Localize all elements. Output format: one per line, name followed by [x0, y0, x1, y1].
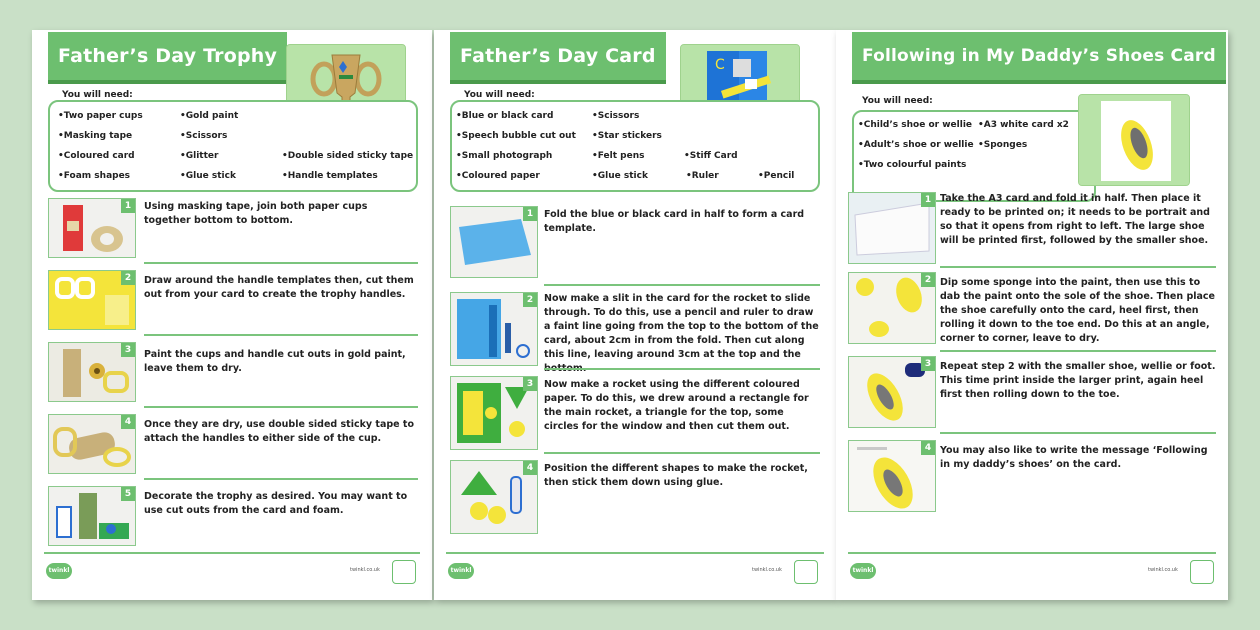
step-1-photo [48, 198, 136, 258]
step-number: 4 [523, 461, 537, 475]
needs-label: You will need: [862, 96, 933, 106]
page-title: Following in My Daddy’s Shoes Card [852, 32, 1226, 80]
step-divider [544, 368, 820, 370]
footer-divider [44, 552, 420, 554]
needs-label: You will need: [464, 90, 535, 100]
need-item: •Glue stick [180, 171, 236, 181]
need-item: •Ruler [686, 171, 719, 181]
step-number: 2 [523, 293, 537, 307]
page-daddys-shoes-card [836, 30, 1228, 600]
step-number: 3 [523, 377, 537, 391]
step-4-photo [848, 440, 936, 512]
twinkl-logo: twinkl [448, 563, 474, 579]
need-item: •Masking tape [58, 131, 133, 141]
step-number: 1 [121, 199, 135, 213]
badge-icon [794, 560, 818, 584]
step-1-text: Take the A3 card and fold it in half. Then place it ready to be printed on; it needs to be portrait and so that it opens from right to left. The large shoe will be printed first, followed by the smaller shoe. [940, 193, 1210, 246]
need-item: •Speech bubble cut out [456, 131, 576, 141]
step-number: 5 [121, 487, 135, 501]
need-item: •Adult’s shoe or wellie [858, 140, 974, 150]
step-divider [940, 266, 1216, 268]
footer-url: twinkl.co.uk [350, 567, 380, 573]
step-divider [940, 350, 1216, 352]
step-number: 2 [921, 273, 935, 287]
badge-icon [392, 560, 416, 584]
step-2-text: Now make a slit in the card for the rocket to slide through. To do this, use a pencil and ruler to draw a faint line going from the top to the bottom of the card, about 2cm in from the fold. Then cut along this line, leaving around 3cm at the top and the [544, 293, 819, 360]
footer-url: twinkl.co.uk [1148, 567, 1178, 573]
step-divider [144, 406, 418, 408]
need-item: •Glue stick [592, 171, 648, 181]
need-item: •Two paper cups [58, 111, 143, 121]
page-title: Father’s Day Trophy [48, 32, 287, 80]
need-item: •Child’s shoe or wellie [858, 120, 973, 130]
step-divider [544, 284, 820, 286]
step-3-text: Paint the cups and handle cut outs in gold paint, leave them to dry. [144, 349, 406, 374]
step-3-text: Now make a rocket using the different coloured paper. To do this, we drew around a rectangle for the main rocket, a triangle for the top, some circles for the window and then cut them out. [544, 379, 809, 432]
step-3-photo [450, 376, 538, 450]
shoes-card-photo [1078, 94, 1190, 186]
step-1-text: Using masking tape, join both paper cups together bottom to bottom. [144, 201, 368, 226]
need-item: •Pencil [758, 171, 795, 181]
step-divider [144, 478, 418, 480]
step-number: 1 [921, 193, 935, 207]
step-number: 4 [121, 415, 135, 429]
need-item: •Coloured card [58, 151, 135, 161]
need-item: •A3 white card x2 [978, 120, 1069, 130]
need-item: •Scissors [592, 111, 640, 121]
step-1-photo [450, 206, 538, 278]
need-item: •Scissors [180, 131, 228, 141]
need-item: •Foam shapes [58, 171, 131, 181]
step-4-text: Once they are dry, use double sided sticky tape to attach the handles to either side of the cup. [144, 419, 414, 444]
need-item: •Stiff Card [684, 151, 738, 161]
step-2-text: Dip some sponge into the paint, then use this to dab the paint onto the sole of the shoe. Then place the shoe carefully onto the card, heel first, then rolling it down to the toe end. Do this at an angle, corner to corner, leave to dry. [940, 277, 1215, 344]
step-4-photo [48, 414, 136, 474]
need-item: •Small photograph [456, 151, 553, 161]
step-5-text: Decorate the trophy as desired. You may want to use cut outs from the card and foam. [144, 491, 408, 516]
step-4-photo [450, 460, 538, 534]
step-number: 1 [523, 207, 537, 221]
badge-icon [1190, 560, 1214, 584]
need-item: •Handle templates [282, 171, 378, 181]
twinkl-logo: twinkl [46, 563, 72, 579]
footer-divider [848, 552, 1216, 554]
page-fathers-day-card [434, 30, 836, 600]
footer-divider [446, 552, 824, 554]
step-4-text: Position the different shapes to make the rocket, then stick them down using glue. [544, 463, 808, 488]
step-1-photo [848, 192, 936, 264]
step-2-photo [48, 270, 136, 330]
need-item: •Sponges [978, 140, 1028, 150]
need-item: •Blue or black card [456, 111, 554, 121]
step-divider [144, 334, 418, 336]
page-fathers-day-trophy [32, 30, 432, 600]
need-item: •Glitter [180, 151, 219, 161]
step-number: 3 [921, 357, 935, 371]
need-item: •Gold paint [180, 111, 239, 121]
twinkl-logo: twinkl [850, 563, 876, 579]
svg-text:C: C [715, 57, 725, 73]
need-item: •Double sided sticky tape [282, 151, 414, 161]
step-3-photo [48, 342, 136, 402]
need-item: •Felt pens [592, 151, 645, 161]
step-divider [940, 432, 1216, 434]
step-number: 3 [121, 343, 135, 357]
step-5-photo [48, 486, 136, 546]
footer-url: twinkl.co.uk [752, 567, 782, 573]
need-item: •Coloured paper [456, 171, 540, 181]
step-divider [544, 452, 820, 454]
need-item: •Star stickers [592, 131, 662, 141]
page-title: Father’s Day Card [450, 32, 666, 80]
step-number: 2 [121, 271, 135, 285]
step-divider [144, 262, 418, 264]
step-number: 4 [921, 441, 935, 455]
step-2-photo [450, 292, 538, 366]
step-2-photo [848, 272, 936, 344]
needs-label: You will need: [62, 90, 133, 100]
step-1-text: Fold the blue or black card in half to form a card template. [544, 209, 805, 234]
step-3-text: Repeat step 2 with the smaller shoe, wellie or foot. This time print inside the larger print, again heel first then rolling down to the toe. [940, 361, 1216, 400]
step-3-photo [848, 356, 936, 428]
need-item: •Two colourful paints [858, 160, 967, 170]
step-4-text: You may also like to write the message ‘Following in my daddy’s shoes’ on the card. [940, 445, 1208, 470]
step-2-text: Draw around the handle templates then, cut them out from your card to create the trophy handles. [144, 275, 414, 300]
